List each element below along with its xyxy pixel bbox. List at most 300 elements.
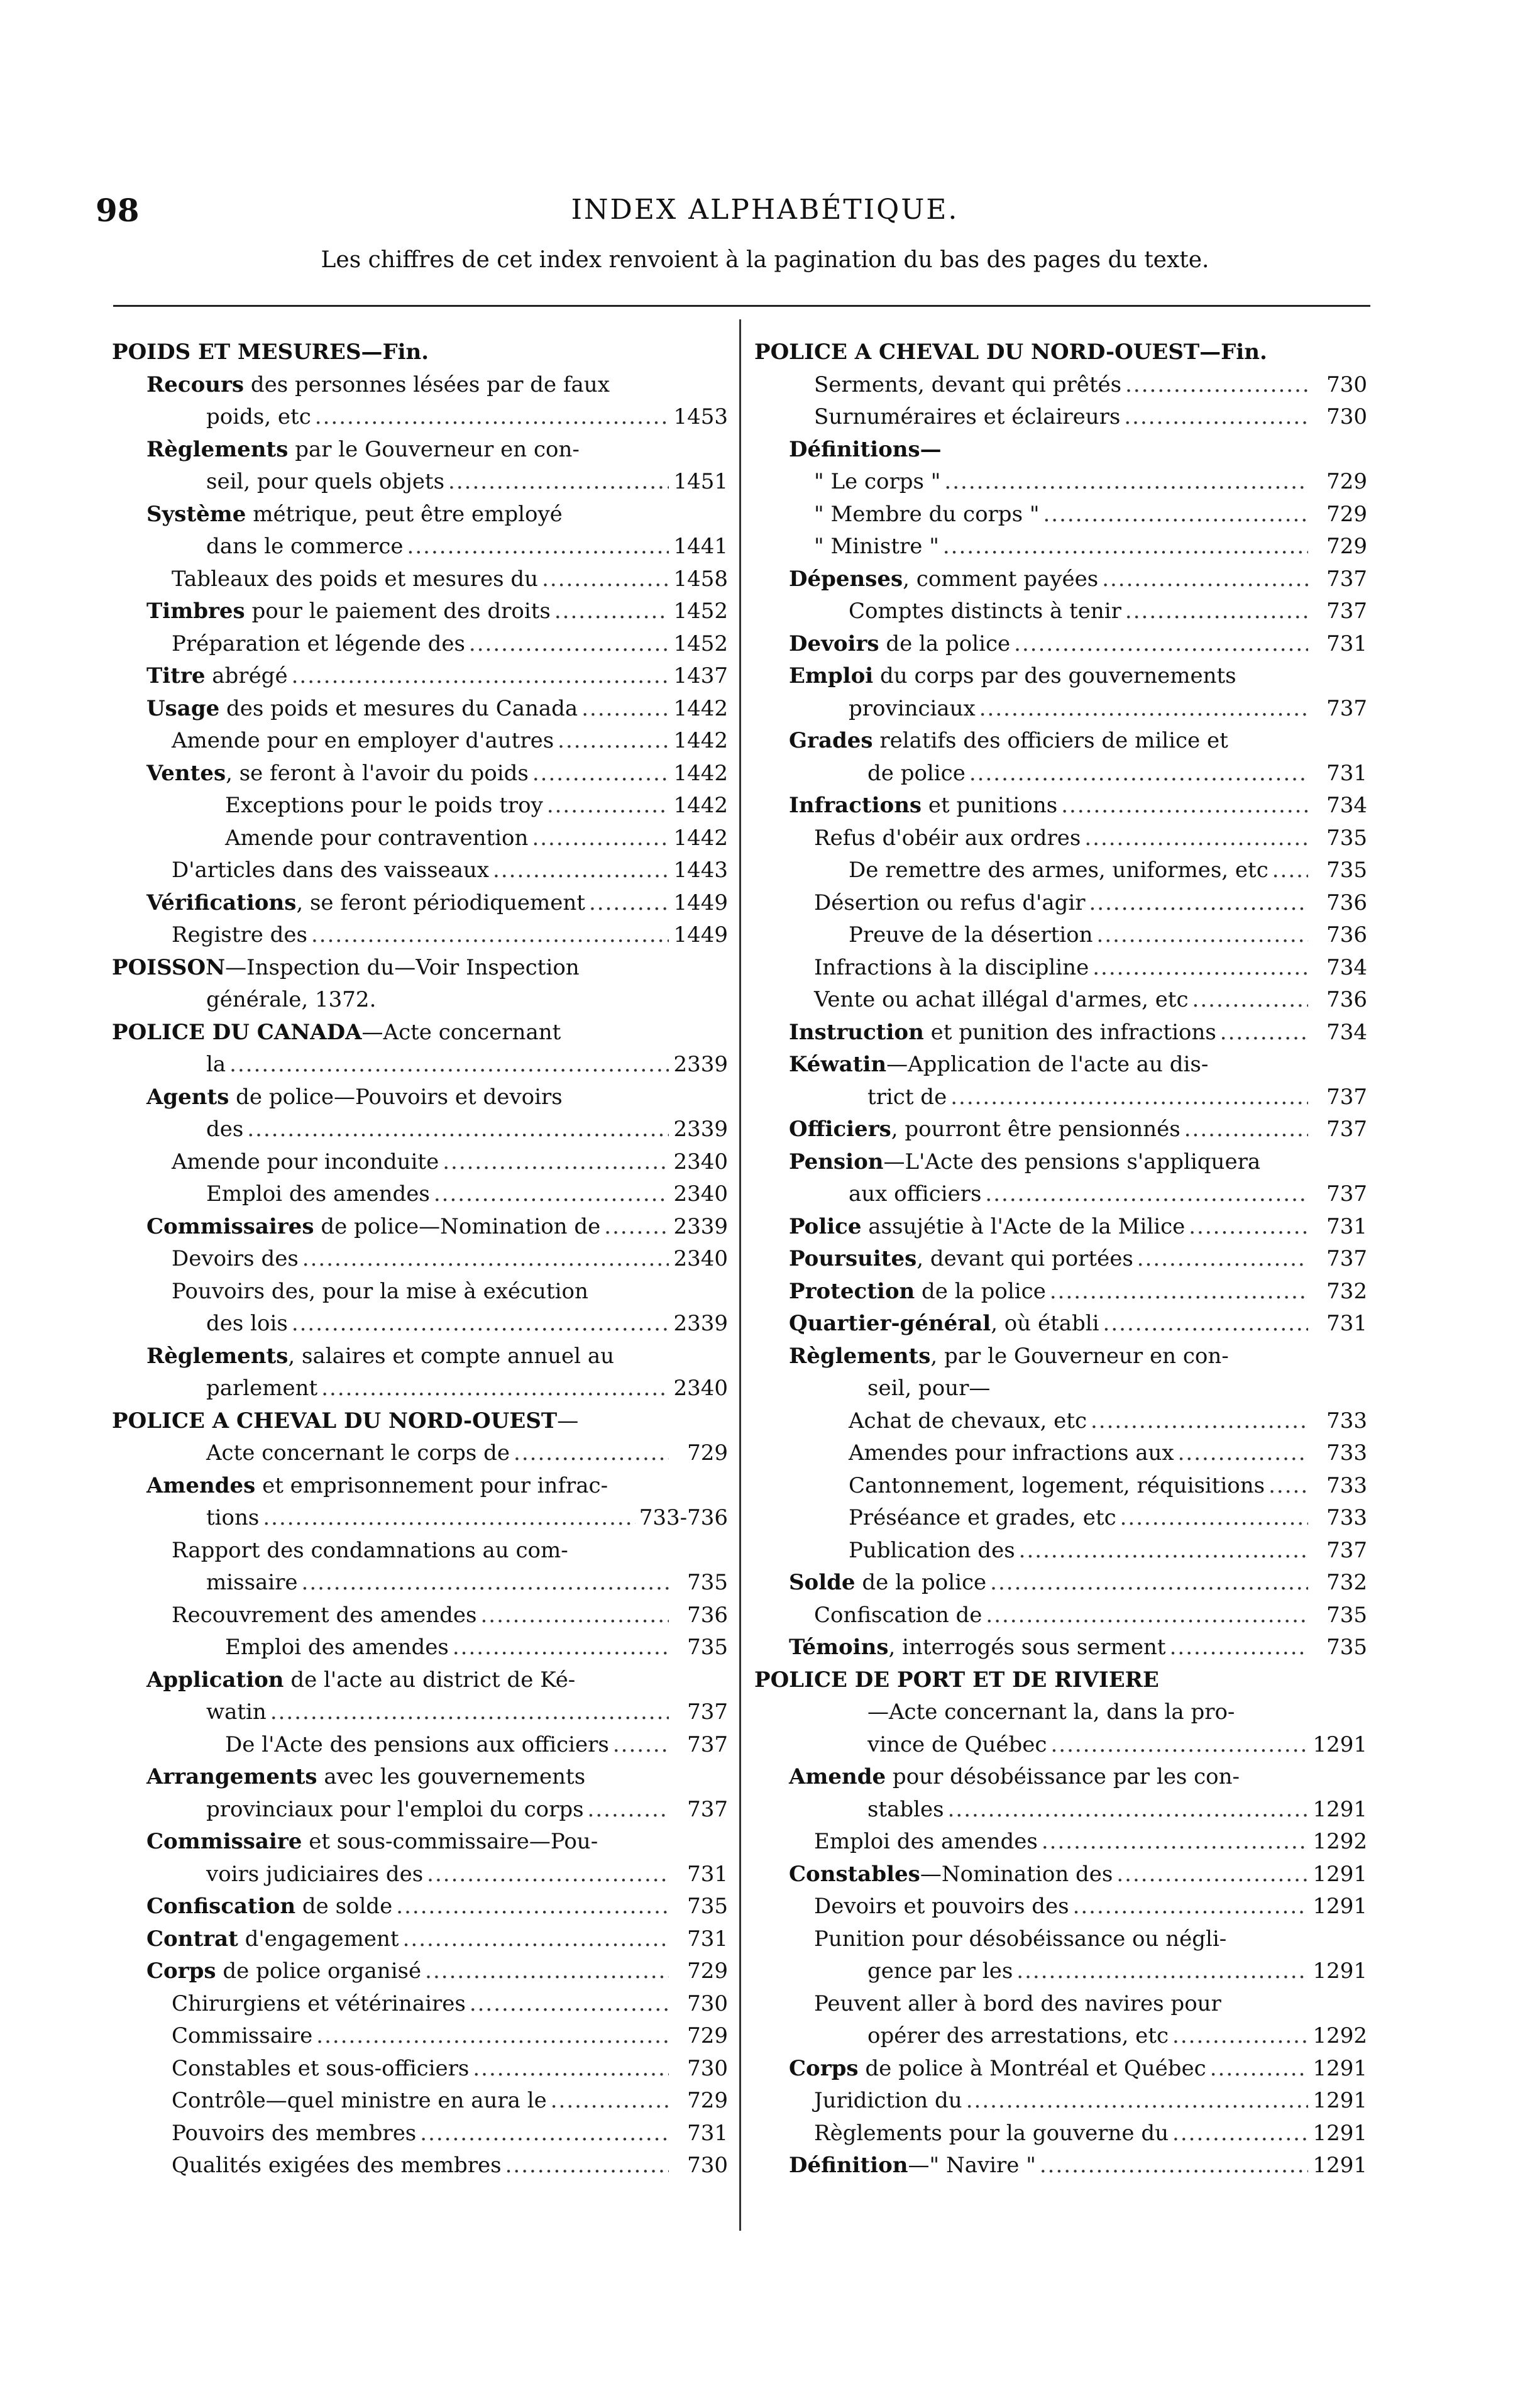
entry-subtext: " Membre du corps " bbox=[814, 501, 1040, 527]
entry-heading: Grades bbox=[789, 728, 873, 753]
index-entry bbox=[754, 984, 1367, 1017]
entry-text bbox=[146, 660, 288, 693]
index-entry bbox=[754, 595, 1367, 628]
page-reference: 737 bbox=[687, 1731, 728, 1757]
right-column bbox=[754, 336, 1367, 2182]
dot-leader bbox=[1137, 1243, 1308, 1276]
entry-text bbox=[146, 1085, 563, 1110]
entry-subtext: " Ministre " bbox=[814, 534, 939, 559]
page-reference: 2339 bbox=[673, 1213, 728, 1239]
entry-heading: Règlements bbox=[789, 1343, 931, 1369]
entry-subtext: " Le corps " bbox=[814, 469, 941, 494]
dot-leader bbox=[1269, 1470, 1308, 1503]
entry-heading: Amendes bbox=[146, 1472, 256, 1498]
index-entry bbox=[754, 1664, 1367, 1697]
entry-subtext: de police bbox=[867, 760, 966, 786]
index-entry bbox=[112, 595, 728, 628]
entry-subtext: de solde bbox=[295, 1894, 393, 1919]
index-entry bbox=[112, 628, 728, 661]
index-entry bbox=[754, 952, 1367, 985]
entry-subtext: Désertion ou refus d'agir bbox=[814, 890, 1086, 915]
entry-text bbox=[112, 340, 429, 365]
entry-subtext: Confiscation de bbox=[814, 1602, 982, 1628]
entry-subtext: de l'acte au district de Ké- bbox=[283, 1667, 576, 1693]
entry-heading: Instruction bbox=[789, 1019, 924, 1045]
entry-subtext: par le Gouverneur en con- bbox=[288, 436, 580, 462]
entry-subtext: Emploi des amendes bbox=[225, 1635, 449, 1660]
index-entry bbox=[112, 2020, 728, 2053]
entry-heading: Infractions bbox=[789, 793, 922, 818]
entry-text bbox=[789, 663, 1236, 688]
entry-text bbox=[146, 887, 585, 920]
entry-subtext: et sous-commissaire—Pou- bbox=[302, 1829, 598, 1854]
index-entry bbox=[754, 1923, 1367, 1956]
index-entry bbox=[754, 499, 1367, 531]
page-reference: 1291 bbox=[1313, 2088, 1367, 2113]
dot-leader bbox=[1170, 1632, 1308, 1664]
entry-text bbox=[146, 1955, 421, 1988]
page-reference: 737 bbox=[1326, 566, 1367, 592]
index-entry bbox=[112, 952, 728, 985]
entry-subtext: de police organisé bbox=[216, 1958, 422, 1984]
entry-text bbox=[146, 437, 580, 462]
index-entry bbox=[754, 1017, 1367, 1049]
dot-leader bbox=[1043, 499, 1308, 531]
dot-leader bbox=[1184, 1113, 1308, 1146]
entry-text bbox=[206, 401, 311, 434]
index-entry bbox=[754, 1696, 1367, 1729]
page-reference: 731 bbox=[1326, 1311, 1367, 1336]
entry-subtext: pour le paiement des droits bbox=[245, 599, 551, 624]
entry-subtext: la bbox=[206, 1052, 226, 1077]
entry-text bbox=[789, 1017, 1216, 1049]
dot-leader bbox=[420, 2118, 669, 2150]
index-entry bbox=[112, 1858, 728, 1891]
entry-text bbox=[867, 1794, 944, 1826]
entry-subtext: Emploi des amendes bbox=[206, 1181, 430, 1207]
dot-leader bbox=[321, 1372, 669, 1405]
entry-heading: Dépenses bbox=[789, 566, 903, 592]
entry-subtext: poids, etc bbox=[206, 404, 311, 429]
entry-heading: Emploi bbox=[789, 663, 874, 688]
entry-heading: Règlements bbox=[146, 436, 289, 462]
entry-heading: Système bbox=[146, 501, 246, 527]
entry-text bbox=[172, 854, 489, 887]
page-reference: 733 bbox=[1326, 1408, 1367, 1433]
dot-leader bbox=[480, 1599, 669, 1632]
entry-text bbox=[146, 595, 551, 628]
index-entry bbox=[112, 693, 728, 726]
index-entry bbox=[754, 2150, 1367, 2182]
dot-leader bbox=[1125, 595, 1308, 628]
dot-leader bbox=[514, 1437, 669, 1470]
dot-leader bbox=[1124, 401, 1308, 434]
entry-heading: POLICE A CHEVAL DU NORD-OUEST—Fin. bbox=[754, 340, 1267, 365]
entry-subtext: , se feront périodiquement bbox=[296, 890, 585, 915]
page-reference: 1441 bbox=[673, 534, 728, 559]
dot-leader bbox=[443, 1146, 669, 1179]
entry-subtext: —" Navire " bbox=[908, 2153, 1036, 2178]
entry-text bbox=[754, 340, 1267, 365]
page-reference: 733 bbox=[1326, 1440, 1367, 1466]
entry-subtext: stables bbox=[867, 1796, 944, 1822]
entry-subtext: , interrogés sous serment bbox=[888, 1635, 1166, 1660]
page-reference: 1452 bbox=[673, 599, 728, 624]
index-entry bbox=[754, 1891, 1367, 1923]
dot-leader bbox=[1084, 822, 1308, 855]
entry-subtext: aux officiers bbox=[849, 1181, 982, 1207]
index-entry bbox=[754, 1858, 1367, 1891]
entry-subtext: du corps par des gouvernements bbox=[873, 663, 1236, 688]
page-reference: 1458 bbox=[673, 566, 728, 592]
page-reference: 733 bbox=[1326, 1472, 1367, 1498]
page-reference: 732 bbox=[1326, 1570, 1367, 1595]
page-reference: 1442 bbox=[673, 760, 728, 786]
entry-text bbox=[206, 1858, 423, 1891]
index-entry bbox=[112, 2150, 728, 2182]
entry-subtext: Emploi des amendes bbox=[814, 1829, 1038, 1854]
dot-leader bbox=[407, 531, 669, 563]
entry-text bbox=[814, 887, 1085, 920]
entry-text bbox=[146, 372, 610, 397]
entry-heading: Constables bbox=[789, 1861, 920, 1887]
index-entry bbox=[112, 563, 728, 596]
entry-subtext: missaire bbox=[206, 1570, 298, 1595]
index-entry bbox=[112, 1017, 728, 1049]
entry-text bbox=[146, 758, 529, 790]
entry-subtext: Règlements pour la gouverne du bbox=[814, 2120, 1169, 2146]
entry-heading: Confiscation bbox=[146, 1894, 296, 1919]
dot-leader bbox=[403, 1923, 669, 1956]
entry-text bbox=[814, 2118, 1169, 2150]
page-reference: 735 bbox=[1326, 858, 1367, 883]
dot-leader bbox=[1272, 854, 1308, 887]
page-reference: 2339 bbox=[673, 1311, 728, 1336]
page-number: 98 bbox=[96, 192, 140, 229]
page-reference: 2340 bbox=[673, 1376, 728, 1401]
entry-heading: Corps bbox=[789, 2055, 859, 2081]
entry-heading: Vérifications bbox=[146, 890, 297, 915]
page-reference: 1453 bbox=[673, 404, 728, 429]
index-entry bbox=[112, 1599, 728, 1632]
entry-subtext: Tableaux des poids et mesures du bbox=[172, 566, 539, 592]
entry-text bbox=[814, 984, 1189, 1017]
page-reference: 2340 bbox=[673, 1149, 728, 1174]
entry-text bbox=[789, 1276, 1046, 1308]
index-entry bbox=[112, 1567, 728, 1599]
entry-text bbox=[206, 1308, 288, 1340]
entry-text bbox=[172, 2053, 469, 2085]
page-reference: 729 bbox=[687, 2088, 728, 2113]
dot-leader bbox=[558, 725, 669, 758]
entry-text bbox=[172, 2020, 312, 2053]
entry-text bbox=[867, 1081, 947, 1114]
index-entry bbox=[754, 1729, 1367, 1762]
entry-heading: Recours bbox=[146, 372, 245, 397]
entry-heading: POISSON bbox=[112, 954, 226, 980]
entry-subtext: Qualités exigées des membres bbox=[172, 2153, 502, 2178]
index-entry bbox=[754, 1567, 1367, 1599]
entry-text bbox=[789, 1632, 1166, 1664]
entry-heading: Timbres bbox=[146, 599, 245, 624]
dot-leader bbox=[1050, 1276, 1308, 1308]
index-entry bbox=[112, 336, 728, 369]
entry-text bbox=[225, 790, 543, 822]
entry-heading: Application bbox=[146, 1667, 284, 1693]
entry-text bbox=[146, 1829, 598, 1854]
entry-subtext: des bbox=[206, 1117, 244, 1142]
entry-heading: Règlements bbox=[146, 1343, 289, 1369]
index-entry bbox=[754, 758, 1367, 790]
page-reference: 730 bbox=[687, 2153, 728, 2178]
index-entry bbox=[754, 1113, 1367, 1146]
entry-text bbox=[146, 1764, 585, 1789]
entry-subtext: , pourront être pensionnés bbox=[891, 1117, 1181, 1142]
entry-subtext: Infractions à la discipline bbox=[814, 954, 1089, 980]
entry-subtext: provinciaux pour l'emploi du corps bbox=[206, 1796, 584, 1822]
page-reference: 737 bbox=[1326, 1246, 1367, 1271]
dot-leader bbox=[1019, 1535, 1308, 1567]
entry-text bbox=[849, 595, 1121, 628]
entry-subtext: Acte concernant le corps de bbox=[206, 1440, 510, 1466]
entry-text bbox=[206, 1437, 510, 1470]
entry-text bbox=[849, 1405, 1087, 1438]
dot-leader bbox=[1089, 887, 1308, 920]
entry-heading: Témoins bbox=[789, 1635, 889, 1660]
dot-leader bbox=[1172, 2118, 1308, 2150]
page-reference: 1292 bbox=[1313, 1829, 1367, 1854]
index-entry bbox=[754, 1988, 1367, 2021]
dot-leader bbox=[589, 887, 669, 920]
index-entry bbox=[112, 466, 728, 499]
dot-leader bbox=[979, 693, 1308, 726]
page-reference: 1442 bbox=[673, 825, 728, 851]
entry-subtext: métrique, peut être employé bbox=[246, 501, 563, 527]
page-reference: 735 bbox=[687, 1635, 728, 1660]
page-reference: 1291 bbox=[1313, 1861, 1367, 1887]
index-entry bbox=[112, 790, 728, 822]
entry-subtext: —Nomination des bbox=[920, 1861, 1113, 1887]
page-reference: 734 bbox=[1326, 1019, 1367, 1045]
entry-heading: POLICE DE PORT ET DE RIVIERE bbox=[754, 1667, 1159, 1693]
entry-text bbox=[146, 502, 563, 527]
page-reference: 730 bbox=[1326, 404, 1367, 429]
entry-subtext: —Inspection du—Voir Inspection bbox=[225, 954, 580, 980]
dot-leader bbox=[315, 401, 669, 434]
entry-text bbox=[789, 1858, 1113, 1891]
dot-leader bbox=[311, 919, 669, 952]
page-reference: 732 bbox=[1326, 1278, 1367, 1304]
entry-subtext: des personnes lésées par de faux bbox=[244, 372, 610, 397]
page-reference: 735 bbox=[1326, 1635, 1367, 1660]
page-reference: 1443 bbox=[673, 858, 728, 883]
dot-leader bbox=[1040, 2150, 1308, 2182]
entry-heading: Définition bbox=[789, 2153, 908, 2178]
index-entry bbox=[112, 499, 728, 531]
dot-leader bbox=[470, 1988, 669, 2021]
entry-subtext: parlement bbox=[206, 1376, 318, 1401]
page-reference: 1292 bbox=[1313, 2023, 1367, 2048]
page-reference: 737 bbox=[687, 1796, 728, 1822]
entry-text bbox=[206, 1178, 430, 1211]
page-reference: 736 bbox=[687, 1602, 728, 1628]
entry-heading: Solde bbox=[789, 1570, 856, 1595]
index-entry bbox=[112, 1470, 728, 1503]
page-reference: 1291 bbox=[1313, 1958, 1367, 1984]
entry-heading: Définitions— bbox=[789, 436, 942, 462]
dot-leader bbox=[1042, 1826, 1308, 1858]
index-entry bbox=[112, 1794, 728, 1826]
dot-leader bbox=[1210, 2053, 1308, 2085]
entry-subtext: , devant qui portées bbox=[916, 1246, 1133, 1271]
entry-subtext: relatifs des officiers de milice et bbox=[872, 728, 1228, 753]
dot-leader bbox=[1092, 952, 1308, 985]
index-entry bbox=[754, 1502, 1367, 1535]
entry-text bbox=[172, 2150, 502, 2182]
dot-leader bbox=[1189, 1211, 1308, 1244]
entry-text bbox=[206, 1049, 226, 1081]
entry-subtext: Juridiction du bbox=[814, 2088, 962, 2113]
entry-subtext: Publication des bbox=[849, 1537, 1015, 1563]
entry-subtext: de police—Nomination de bbox=[314, 1213, 601, 1239]
entry-text bbox=[849, 1535, 1015, 1567]
dot-leader bbox=[948, 1794, 1308, 1826]
index-entry bbox=[754, 401, 1367, 434]
index-entry bbox=[112, 531, 728, 563]
page-subtitle: Les chiffres de cet index renvoient à la pagination du bas des pages du texte. bbox=[321, 247, 1209, 273]
entry-text bbox=[789, 1344, 1229, 1369]
entry-subtext: voirs judiciaires des bbox=[206, 1861, 424, 1887]
dot-leader bbox=[473, 2053, 669, 2085]
index-entry bbox=[112, 919, 728, 952]
entry-text bbox=[789, 790, 1057, 822]
dot-leader bbox=[613, 1729, 669, 1762]
dot-leader bbox=[469, 628, 669, 661]
index-entry bbox=[112, 1340, 728, 1373]
dot-leader bbox=[554, 595, 669, 628]
entry-subtext: provinciaux bbox=[849, 695, 976, 721]
index-entry bbox=[112, 1146, 728, 1179]
entry-subtext: Amende pour en employer d'autres bbox=[172, 728, 554, 753]
page-reference: 734 bbox=[1326, 954, 1367, 980]
index-entry bbox=[754, 725, 1367, 758]
entry-heading: Commissaires bbox=[146, 1213, 314, 1239]
entry-subtext: —Acte concernant bbox=[361, 1019, 561, 1045]
page-reference: 2340 bbox=[673, 1181, 728, 1207]
index-entry bbox=[112, 1081, 728, 1114]
entry-heading: Corps bbox=[146, 1958, 216, 1984]
entry-text bbox=[225, 1729, 609, 1762]
dot-leader bbox=[950, 1081, 1308, 1114]
index-entry bbox=[754, 1632, 1367, 1664]
entry-subtext: Serments, devant qui prêtés bbox=[814, 372, 1122, 397]
index-entry bbox=[112, 369, 728, 402]
dot-leader bbox=[1192, 984, 1308, 1017]
dot-leader bbox=[396, 1891, 669, 1923]
page-title: INDEX ALPHABÉTIQUE. bbox=[571, 194, 959, 226]
index-entry bbox=[112, 1372, 728, 1405]
index-entry bbox=[754, 822, 1367, 855]
entry-subtext: et punitions bbox=[922, 793, 1058, 818]
entry-heading: Titre bbox=[146, 663, 206, 688]
index-entry bbox=[754, 1146, 1367, 1179]
entry-heading: Kéwatin bbox=[789, 1052, 887, 1077]
page-reference: 730 bbox=[687, 2055, 728, 2081]
dot-leader bbox=[1172, 2020, 1308, 2053]
entry-text bbox=[172, 1988, 466, 2021]
entry-subtext: Préparation et légende des bbox=[172, 631, 465, 656]
index-entry bbox=[112, 1696, 728, 1729]
entry-text bbox=[789, 728, 1228, 753]
index-entry bbox=[112, 822, 728, 855]
entry-subtext: Peuvent aller à bord des navires pour bbox=[814, 1991, 1221, 2016]
entry-heading: Devoirs bbox=[789, 631, 879, 656]
index-entry bbox=[112, 1405, 728, 1438]
dot-leader bbox=[986, 1599, 1308, 1632]
entry-subtext: et punition des infractions bbox=[923, 1019, 1216, 1045]
entry-text bbox=[789, 1211, 1185, 1244]
entry-text bbox=[867, 1699, 1235, 1725]
page-reference: 1291 bbox=[1313, 1796, 1367, 1822]
entry-heading: Ventes bbox=[146, 760, 226, 786]
index-entry bbox=[754, 466, 1367, 499]
entry-subtext: des lois bbox=[206, 1311, 288, 1336]
index-entry bbox=[112, 1502, 728, 1535]
index-entry bbox=[112, 1243, 728, 1276]
entry-subtext: et emprisonnement pour infrac- bbox=[255, 1472, 608, 1498]
dot-leader bbox=[1120, 1502, 1308, 1535]
index-entry bbox=[754, 531, 1367, 563]
index-entry bbox=[112, 1113, 728, 1146]
entry-subtext: Preuve de la désertion bbox=[849, 922, 1093, 947]
entry-text bbox=[172, 1243, 299, 1276]
entry-text bbox=[225, 1632, 449, 1664]
page-reference: 2340 bbox=[673, 1246, 728, 1271]
entry-heading: Protection bbox=[789, 1278, 915, 1304]
entry-heading: Officiers bbox=[789, 1117, 891, 1142]
index-entry bbox=[112, 725, 728, 758]
entry-heading: POLICE A CHEVAL DU NORD-OUEST bbox=[112, 1408, 558, 1433]
entry-subtext: , salaires et compte annuel au bbox=[288, 1343, 615, 1369]
entry-text bbox=[112, 955, 580, 980]
dot-leader bbox=[316, 2020, 669, 2053]
page-reference: 729 bbox=[1326, 534, 1367, 559]
header-rule bbox=[113, 305, 1370, 307]
entry-text bbox=[849, 693, 976, 726]
entry-subtext: dans le commerce bbox=[206, 534, 404, 559]
entry-heading: Agents bbox=[146, 1084, 229, 1110]
entry-text bbox=[206, 1372, 317, 1405]
index-entry bbox=[754, 1340, 1367, 1373]
dot-leader bbox=[302, 1567, 669, 1599]
page-reference: 2339 bbox=[673, 1117, 728, 1142]
page-reference: 731 bbox=[687, 1861, 728, 1887]
entry-subtext: opérer des arrestations, etc bbox=[867, 2023, 1169, 2048]
entry-text bbox=[867, 1376, 990, 1401]
dot-leader bbox=[581, 693, 669, 726]
entry-text bbox=[814, 499, 1039, 531]
dot-leader bbox=[1073, 1891, 1308, 1923]
entry-subtext: de la police bbox=[855, 1570, 987, 1595]
index-entry bbox=[754, 2085, 1367, 2118]
entry-text bbox=[849, 1502, 1116, 1535]
page-reference: 737 bbox=[1326, 695, 1367, 721]
index-entry bbox=[754, 1308, 1367, 1340]
entry-text bbox=[789, 437, 942, 462]
entry-subtext: Exceptions pour le poids troy bbox=[225, 793, 543, 818]
dot-leader bbox=[1014, 628, 1308, 661]
dot-leader bbox=[532, 758, 669, 790]
